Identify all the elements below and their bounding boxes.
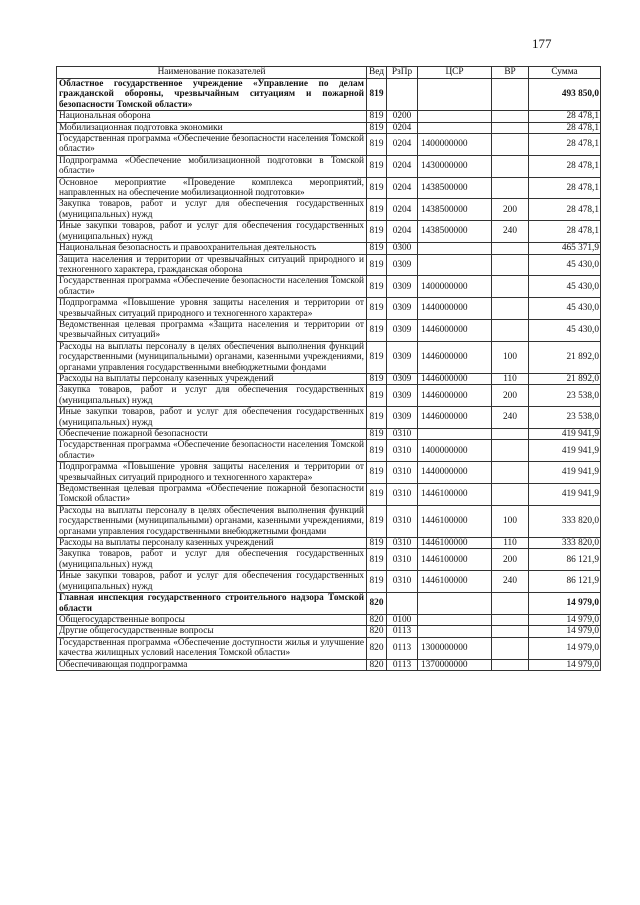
row-sum: 14 979,0 — [529, 659, 601, 670]
row-name: Иные закупки товаров, работ и услуг для обеспечения государственных (муниципальных) нужд — [57, 407, 367, 429]
table-row — [57, 199, 601, 221]
row-vr: 200 — [492, 385, 529, 407]
row-name: Ведомственная целевая программа «Защита населения и территории от чрезвычайных ситуаций» — [57, 319, 367, 341]
table-row — [57, 626, 601, 637]
row-rzpr: 0310 — [387, 538, 418, 549]
row-sum: 21 892,0 — [529, 341, 601, 373]
table-row — [57, 319, 601, 341]
row-vr — [492, 593, 529, 615]
row-ved: 819 — [367, 221, 387, 243]
row-rzpr: 0204 — [387, 122, 418, 133]
row-sum: 465 371,9 — [529, 243, 601, 254]
table-row — [57, 440, 601, 462]
row-ved: 819 — [367, 254, 387, 276]
row-sum: 23 538,0 — [529, 407, 601, 429]
row-vr: 110 — [492, 373, 529, 384]
table-row — [57, 614, 601, 625]
row-rzpr: 0309 — [387, 319, 418, 341]
row-rzpr: 0309 — [387, 385, 418, 407]
row-sum: 86 121,9 — [529, 571, 601, 593]
row-rzpr: 0310 — [387, 505, 418, 537]
row-vr — [492, 429, 529, 440]
row-rzpr: 0309 — [387, 276, 418, 298]
row-name: Защита населения и территории от чрезвычайных ситуаций природного и техногенного характера, гражданская оборона — [57, 254, 367, 276]
row-sum: 28 478,1 — [529, 111, 601, 122]
row-rzpr: 0310 — [387, 440, 418, 462]
row-ved: 819 — [367, 385, 387, 407]
row-ved: 819 — [367, 571, 387, 593]
row-vr — [492, 155, 529, 177]
row-sum: 28 478,1 — [529, 122, 601, 133]
row-name: Общегосударственные вопросы — [57, 614, 367, 625]
row-ved: 819 — [367, 111, 387, 122]
row-sum: 45 430,0 — [529, 319, 601, 341]
table-row — [57, 122, 601, 133]
row-name: Подпрограмма «Повышение уровня защиты населения и территории от чрезвычайных ситуаций природного и техногенного характера» — [57, 298, 367, 320]
table-row — [57, 407, 601, 429]
row-vr — [492, 276, 529, 298]
row-sum: 419 941,9 — [529, 462, 601, 484]
table-row — [57, 637, 601, 659]
row-csr: 1438500000 — [418, 221, 492, 243]
row-sum: 28 478,1 — [529, 199, 601, 221]
row-name: Расходы на выплаты персоналу казенных учреждений — [57, 538, 367, 549]
row-sum: 45 430,0 — [529, 276, 601, 298]
table-row — [57, 659, 601, 670]
row-ved: 819 — [367, 538, 387, 549]
row-csr: 1446000000 — [418, 319, 492, 341]
table-row — [57, 549, 601, 571]
row-csr — [418, 614, 492, 625]
row-name: Главная инспекция государственного строительного надзора Томской области — [57, 593, 367, 615]
row-sum: 14 979,0 — [529, 637, 601, 659]
table-row — [57, 177, 601, 199]
row-ved: 819 — [367, 319, 387, 341]
row-ved: 819 — [367, 373, 387, 384]
row-name: Основное мероприятие «Проведение комплекса мероприятий, направленных на обеспечение мобилизационной подготовки» — [57, 177, 367, 199]
row-rzpr: 0309 — [387, 254, 418, 276]
row-name: Ведомственная целевая программа «Обеспечение пожарной безопасности Томской области» — [57, 484, 367, 506]
row-name: Расходы на выплаты персоналу казенных учреждений — [57, 373, 367, 384]
row-rzpr: 0200 — [387, 111, 418, 122]
row-sum: 419 941,9 — [529, 429, 601, 440]
row-vr — [492, 462, 529, 484]
row-rzpr: 0310 — [387, 549, 418, 571]
row-vr — [492, 79, 529, 111]
row-csr — [418, 79, 492, 111]
row-name: Национальная оборона — [57, 111, 367, 122]
row-rzpr — [387, 79, 418, 111]
row-sum: 419 941,9 — [529, 440, 601, 462]
row-sum: 333 820,0 — [529, 505, 601, 537]
row-ved: 819 — [367, 429, 387, 440]
row-csr: 1446000000 — [418, 341, 492, 373]
row-csr — [418, 111, 492, 122]
row-rzpr: 0309 — [387, 373, 418, 384]
row-ved: 819 — [367, 407, 387, 429]
row-vr — [492, 177, 529, 199]
row-csr — [418, 593, 492, 615]
budget-table — [56, 66, 601, 671]
table-row — [57, 155, 601, 177]
row-csr: 1438500000 — [418, 177, 492, 199]
row-csr: 1440000000 — [418, 298, 492, 320]
header-name: Наименование показателей — [57, 67, 367, 79]
table-row — [57, 571, 601, 593]
row-name: Мобилизационная подготовка экономики — [57, 122, 367, 133]
row-rzpr: 0309 — [387, 298, 418, 320]
header-csr: ЦСР — [418, 67, 492, 79]
table-row — [57, 373, 601, 384]
row-name: Государственная программа «Обеспечение безопасности населения Томской области» — [57, 276, 367, 298]
row-name: Национальная безопасность и правоохранительная деятельность — [57, 243, 367, 254]
row-ved: 819 — [367, 462, 387, 484]
row-ved: 820 — [367, 614, 387, 625]
row-vr — [492, 614, 529, 625]
row-ved: 820 — [367, 593, 387, 615]
table-row — [57, 385, 601, 407]
row-ved: 819 — [367, 134, 387, 156]
row-vr — [492, 626, 529, 637]
row-sum: 28 478,1 — [529, 221, 601, 243]
row-csr — [418, 243, 492, 254]
row-vr: 100 — [492, 341, 529, 373]
row-ved: 819 — [367, 276, 387, 298]
row-csr: 1400000000 — [418, 276, 492, 298]
row-rzpr — [387, 593, 418, 615]
row-vr: 240 — [492, 571, 529, 593]
row-name: Подпрограмма «Обеспечение мобилизационной подготовки в Томской области» — [57, 155, 367, 177]
table-body — [57, 79, 601, 671]
table-row — [57, 538, 601, 549]
header-sum: Сумма — [529, 67, 601, 79]
row-vr — [492, 122, 529, 133]
row-rzpr: 0204 — [387, 199, 418, 221]
row-name: Иные закупки товаров, работ и услуг для обеспечения государственных (муниципальных) нужд — [57, 571, 367, 593]
row-ved: 819 — [367, 440, 387, 462]
row-ved: 820 — [367, 626, 387, 637]
row-name: Закупка товаров, работ и услуг для обеспечения государственных (муниципальных) нужд — [57, 549, 367, 571]
page-number: 177 — [532, 36, 552, 51]
row-vr: 240 — [492, 221, 529, 243]
row-rzpr: 0113 — [387, 659, 418, 670]
table-row — [57, 462, 601, 484]
row-csr: 1438500000 — [418, 199, 492, 221]
table-row — [57, 221, 601, 243]
row-csr: 1300000000 — [418, 637, 492, 659]
row-sum: 21 892,0 — [529, 373, 601, 384]
row-vr — [492, 659, 529, 670]
table-row — [57, 79, 601, 111]
row-ved: 819 — [367, 122, 387, 133]
table-row — [57, 276, 601, 298]
row-ved: 819 — [367, 505, 387, 537]
row-vr: 200 — [492, 199, 529, 221]
row-rzpr: 0113 — [387, 626, 418, 637]
row-csr: 1446100000 — [418, 505, 492, 537]
row-vr — [492, 440, 529, 462]
row-name: Закупка товаров, работ и услуг для обеспечения государственных (муниципальных) нужд — [57, 199, 367, 221]
row-csr: 1446100000 — [418, 538, 492, 549]
row-ved: 820 — [367, 659, 387, 670]
row-ved: 819 — [367, 484, 387, 506]
row-rzpr: 0310 — [387, 462, 418, 484]
row-sum: 493 850,0 — [529, 79, 601, 111]
row-vr: 110 — [492, 538, 529, 549]
row-sum: 86 121,9 — [529, 549, 601, 571]
row-ved: 819 — [367, 199, 387, 221]
table-row — [57, 298, 601, 320]
row-sum: 23 538,0 — [529, 385, 601, 407]
row-rzpr: 0204 — [387, 134, 418, 156]
table-header-row — [57, 67, 601, 79]
table-row — [57, 429, 601, 440]
row-rzpr: 0204 — [387, 177, 418, 199]
row-vr — [492, 111, 529, 122]
table-row — [57, 484, 601, 506]
row-rzpr: 0204 — [387, 221, 418, 243]
row-rzpr: 0204 — [387, 155, 418, 177]
table-row — [57, 254, 601, 276]
row-csr: 1446100000 — [418, 571, 492, 593]
row-csr: 1446000000 — [418, 385, 492, 407]
row-csr: 1446100000 — [418, 549, 492, 571]
row-csr — [418, 429, 492, 440]
row-sum: 45 430,0 — [529, 298, 601, 320]
row-name: Государственная программа «Обеспечение доступности жилья и улучшение качества жилищных условий населения Томской области» — [57, 637, 367, 659]
row-csr: 1400000000 — [418, 134, 492, 156]
row-vr — [492, 484, 529, 506]
row-name: Областное государственное учреждение «Управление по делам гражданской обороны, чрезвычайным ситуациям и пожарной безопасности Томской области» — [57, 79, 367, 111]
header-vr: ВР — [492, 67, 529, 79]
row-name: Государственная программа «Обеспечение безопасности населения Томской области» — [57, 440, 367, 462]
row-vr — [492, 319, 529, 341]
row-name: Расходы на выплаты персоналу в целях обеспечения выполнения функций государственными (муниципальными) органами, казенными учреждениями, органами управления государственными внебюджетными фондами — [57, 505, 367, 537]
header-rzpr: РзПр — [387, 67, 418, 79]
row-ved: 820 — [367, 637, 387, 659]
row-name: Обеспечение пожарной безопасности — [57, 429, 367, 440]
row-csr — [418, 626, 492, 637]
row-sum: 419 941,9 — [529, 484, 601, 506]
row-vr — [492, 134, 529, 156]
row-csr: 1446000000 — [418, 407, 492, 429]
row-vr: 200 — [492, 549, 529, 571]
row-csr: 1446100000 — [418, 484, 492, 506]
row-rzpr: 0300 — [387, 243, 418, 254]
row-vr: 100 — [492, 505, 529, 537]
row-name: Расходы на выплаты персоналу в целях обеспечения выполнения функций государственными (муниципальными) органами, казенными учреждениями, органами управления государственными внебюджетными фондами — [57, 341, 367, 373]
row-sum: 45 430,0 — [529, 254, 601, 276]
row-csr — [418, 122, 492, 133]
table-row — [57, 341, 601, 373]
row-name: Другие общегосударственные вопросы — [57, 626, 367, 637]
row-csr: 1400000000 — [418, 440, 492, 462]
row-csr: 1446000000 — [418, 373, 492, 384]
row-vr — [492, 298, 529, 320]
row-rzpr: 0309 — [387, 407, 418, 429]
row-rzpr: 0310 — [387, 429, 418, 440]
row-name: Подпрограмма «Повышение уровня защиты населения и территории от чрезвычайных ситуаций природного и техногенного характера» — [57, 462, 367, 484]
row-rzpr: 0113 — [387, 637, 418, 659]
row-csr — [418, 254, 492, 276]
table-row — [57, 111, 601, 122]
row-name: Закупка товаров, работ и услуг для обеспечения государственных (муниципальных) нужд — [57, 385, 367, 407]
row-name: Государственная программа «Обеспечение безопасности населения Томской области» — [57, 134, 367, 156]
row-ved: 819 — [367, 298, 387, 320]
row-vr — [492, 243, 529, 254]
row-name: Обеспечивающая подпрограмма — [57, 659, 367, 670]
row-ved: 819 — [367, 549, 387, 571]
row-name: Иные закупки товаров, работ и услуг для обеспечения государственных (муниципальных) нужд — [57, 221, 367, 243]
row-ved: 819 — [367, 243, 387, 254]
row-csr: 1440000000 — [418, 462, 492, 484]
row-vr — [492, 637, 529, 659]
row-sum: 28 478,1 — [529, 155, 601, 177]
row-sum: 14 979,0 — [529, 626, 601, 637]
row-rzpr: 0310 — [387, 571, 418, 593]
row-ved: 819 — [367, 341, 387, 373]
header-ved: Вед — [367, 67, 387, 79]
table-row — [57, 505, 601, 537]
row-ved: 819 — [367, 177, 387, 199]
table-row — [57, 134, 601, 156]
row-sum: 333 820,0 — [529, 538, 601, 549]
row-rzpr: 0310 — [387, 484, 418, 506]
row-sum: 14 979,0 — [529, 593, 601, 615]
row-sum: 14 979,0 — [529, 614, 601, 625]
row-vr: 240 — [492, 407, 529, 429]
table-row — [57, 243, 601, 254]
table-row — [57, 593, 601, 615]
row-csr: 1430000000 — [418, 155, 492, 177]
row-ved: 819 — [367, 79, 387, 111]
row-csr: 1370000000 — [418, 659, 492, 670]
row-sum: 28 478,1 — [529, 134, 601, 156]
row-sum: 28 478,1 — [529, 177, 601, 199]
row-vr — [492, 254, 529, 276]
row-ved: 819 — [367, 155, 387, 177]
row-rzpr: 0100 — [387, 614, 418, 625]
row-rzpr: 0309 — [387, 341, 418, 373]
